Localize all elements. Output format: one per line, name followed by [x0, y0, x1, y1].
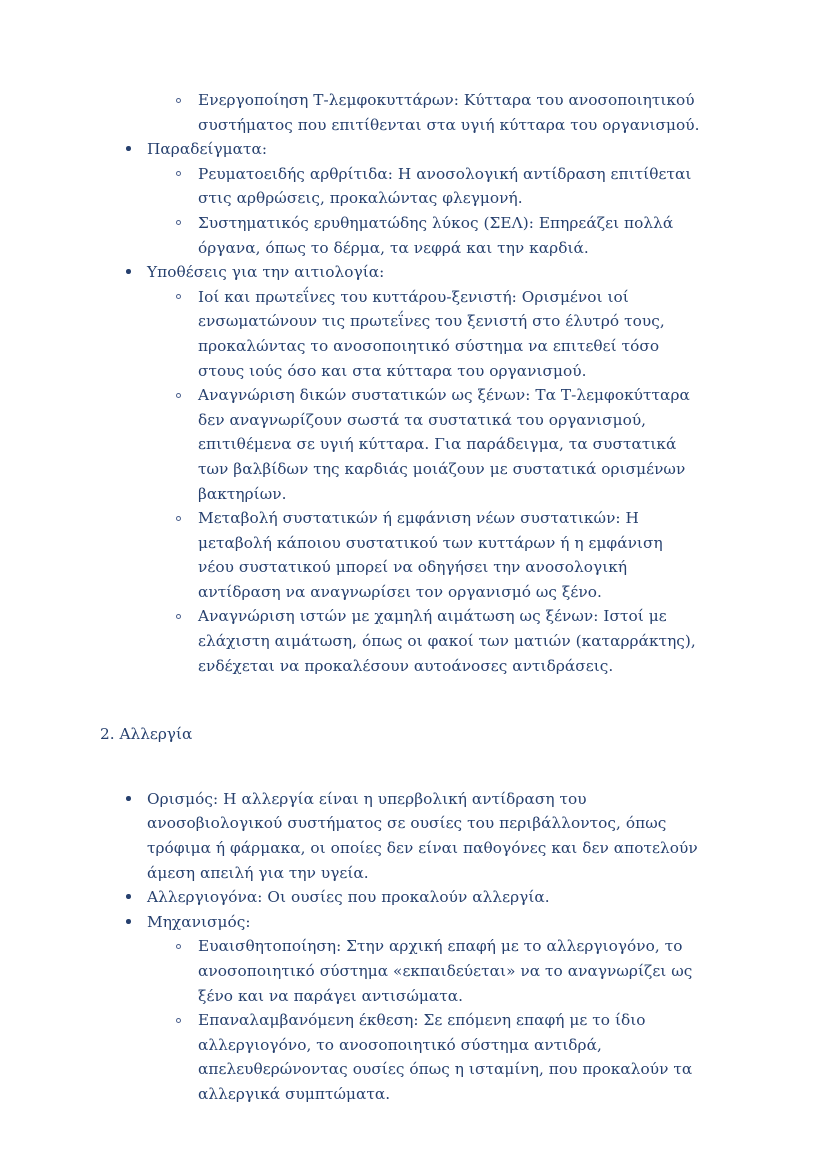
list-item-level2 — [0, 934, 828, 1008]
list-item-level2 — [0, 383, 828, 506]
list-item-row — [0, 162, 828, 211]
list-item-row — [0, 885, 828, 910]
list-item-row — [0, 604, 828, 678]
list-section-autoimmune — [0, 88, 828, 678]
bullet-circle-icon — [176, 285, 190, 310]
list-item-level2 — [0, 506, 828, 604]
list-item-row — [0, 506, 828, 604]
bullet-circle-icon — [176, 506, 190, 531]
bullet-circle-icon — [176, 211, 190, 236]
bullet-circle-icon — [176, 604, 190, 629]
list-item-text: Παραδείγματα: — [147, 140, 268, 159]
list-item-level2 — [0, 211, 828, 260]
list-item-text: Ιοί και πρωτεΐνες του κυττάρου-ξενιστή: Ορισμένοι ιοί ενσωματώνουν τις πρωτεΐνες του ξενιστή στο έλυτρό τους, προκαλώντας το ανοσοποιητικό σύστημα να επιτεθεί τόσο στους ιούς όσο και στα κύτταρα του οργανισμού. — [198, 287, 665, 380]
nested-list — [0, 162, 828, 260]
nested-list — [0, 88, 828, 137]
bullet-disc-icon — [126, 885, 140, 910]
list-item-level2 — [0, 162, 828, 211]
bullet-disc-icon — [126, 787, 140, 812]
list-item-text: Υποθέσεις για την αιτιολογία: — [147, 263, 385, 282]
list-item-text: Μεταβολή συστατικών ή εμφάνιση νέων συστατικών: Η μεταβολή κάποιου συστατικού των κυττάρων ή η εμφάνιση νέου συστατικού μπορεί να οδηγήσει την ανοσολογική αντίδραση να αναγνωρίσει τον οργανισμό ως ξένο. — [198, 509, 663, 601]
bullet-circle-icon — [176, 1008, 190, 1033]
spacer-before-heading — [0, 678, 828, 722]
list-item-text: Αλλεργιογόνα: Οι ουσίες που προκαλούν αλλεργία. — [147, 888, 550, 907]
list-item-text: Ορισμός: Η αλλεργία είναι η υπερβολική αντίδραση του ανοσοβιολογικού συστήματος σε ουσίες του περιβάλλοντος, όπως τρόφιμα ή φάρμακα, οι οποίες δεν είναι παθογόνες και δεν αποτελούν άμεση απειλή για την υγεία. — [147, 789, 698, 882]
list-item-row — [0, 137, 828, 162]
bullet-disc-icon — [126, 137, 140, 162]
list-item-text: Αναγνώριση δικών συστατικών ως ξένων: Τα Τ-λεμφοκύτταρα δεν αναγνωρίζουν σωστά τα συστατικά του οργανισμού, επιτιθέμενα σε υγιή κύτταρα. Για παράδειγμα, τα συστατικά των βαλβίδων της καρδιάς μοιάζουν με συστατικά ορισμένων βακτηρίων. — [198, 386, 690, 503]
list-item-text: Μηχανισμός: — [147, 912, 251, 931]
list-item-text: Ενεργοποίηση Τ-λεμφοκυττάρων: Κύτταρα του ανοσοποιητικού συστήματος που επιτίθενται στα υγιή κύτταρα του οργανισμού. — [198, 91, 700, 134]
list-item-level1 — [0, 137, 828, 162]
bullet-circle-icon — [176, 383, 190, 408]
list-item-level1 — [0, 787, 828, 885]
list-item-row — [0, 934, 828, 1008]
list-item-text: Ρευματοειδής αρθρίτιδα: Η ανοσολογική αντίδραση επιτίθεται στις αρθρώσεις, προκαλώντας φλεγμονή. — [198, 164, 692, 208]
bullet-circle-icon — [176, 934, 190, 959]
bullet-circle-icon — [176, 88, 190, 113]
list-item-text: Αναγνώριση ιστών με χαμηλή αιμάτωση ως ξένων: Ιστοί με ελάχιστη αιμάτωση, όπως οι φακοί των ματιών (καταρράκτης), ενδέχεται να προκαλέσουν αυτοάνοσες αντιδράσεις. — [198, 607, 696, 675]
nested-list — [0, 934, 828, 1106]
list-item-row — [0, 211, 828, 260]
list-item-level2 — [0, 88, 828, 137]
list-item-row — [0, 383, 828, 506]
nested-list — [0, 285, 828, 679]
list-item-text: Επαναλαμβανόμενη έκθεση: Σε επόμενη επαφή με το ίδιο αλλεργιογόνο, το ανοσοποιητικό σύστημα αντιδρά, απελευθερώνοντας ουσίες όπως η ισταμίνη, που προκαλούν τα αλλεργικά συμπτώματα. — [198, 1011, 693, 1103]
list-item-level1 — [0, 885, 828, 910]
list-item-row — [0, 787, 828, 885]
list-item-row — [0, 285, 828, 383]
list-item-level2 — [0, 1008, 828, 1106]
list-item-level1 — [0, 910, 828, 935]
spacer-after-heading — [0, 747, 828, 787]
section-heading-allergy: 2. Αλλεργία — [100, 725, 193, 744]
list-item-row — [0, 1008, 828, 1106]
list-item-row — [0, 260, 828, 285]
list-item-level1 — [0, 260, 828, 285]
list-item-row — [0, 88, 828, 137]
list-item-row — [0, 910, 828, 935]
list-section-allergy — [0, 787, 828, 1107]
bullet-disc-icon — [126, 910, 140, 935]
bullet-circle-icon — [176, 162, 190, 187]
bullet-disc-icon — [126, 260, 140, 285]
document-content — [0, 88, 828, 1107]
list-item-text: Ευαισθητοποίηση: Στην αρχική επαφή με το αλλεργιογόνο, το ανοσοποιητικό σύστημα «εκπαιδεύεται» να το αναγνωρίζει ως ξένο και να παράγει αντισώματα. — [198, 937, 693, 1005]
list-item-text: Συστηματικός ερυθηματώδης λύκος (ΣΕΛ): Επηρεάζει πολλά όργανα, όπως το δέρμα, τα νεφρά και την καρδιά. — [198, 213, 674, 257]
list-item-level2 — [0, 604, 828, 678]
list-item-level2 — [0, 285, 828, 383]
